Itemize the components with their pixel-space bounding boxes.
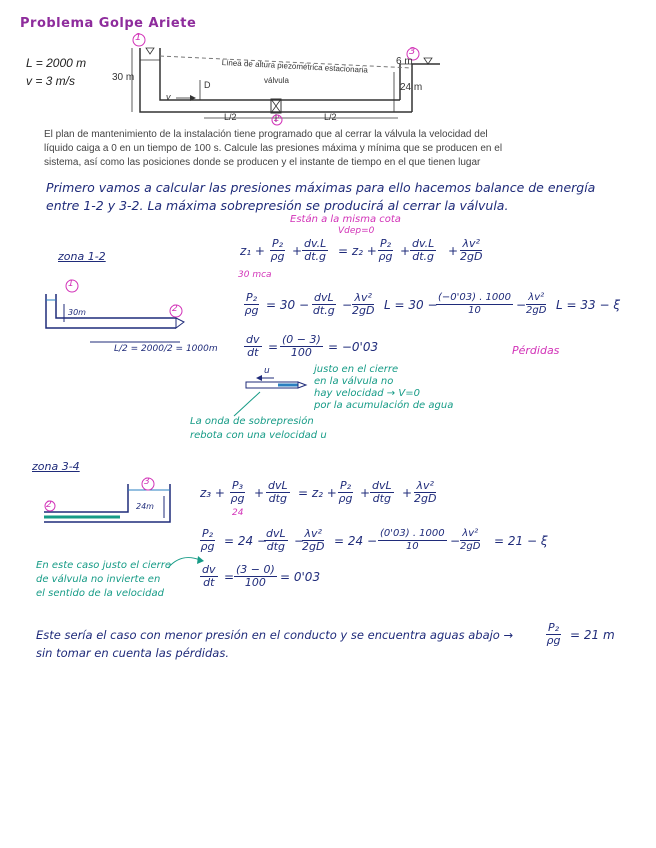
z2-eq1-equals: = z₂ + xyxy=(298,486,337,500)
note-closure-1: justo en el cierre xyxy=(314,364,399,375)
half-length-left: L/2 xyxy=(224,112,237,122)
z1-eq2-d: − xyxy=(516,298,527,312)
piezometric-line-label: Línea de altura piezométrica estacionaria xyxy=(221,58,369,75)
z1-eq1-pressure-fraction: $\frac{\text{P₂}}{\rho g}$ xyxy=(270,237,285,263)
note-30mca: 30 mca xyxy=(238,270,272,280)
z1-eq1-plus3: + xyxy=(448,244,459,258)
z2-eq1-under-24: 24 xyxy=(232,508,244,518)
z1-sketch-marker-2: 2 xyxy=(172,304,178,314)
velocity-label: v xyxy=(166,92,171,102)
height-right: 24 m xyxy=(400,82,423,93)
z2-sketch-marker-2: 2 xyxy=(46,500,52,510)
z2-eq2-friction2-fraction: $\frac{\text{λv²}}{2gD}$ xyxy=(460,528,481,552)
z2-eq2-inertia-fraction: dvL dtg xyxy=(266,527,286,553)
z1-eq1-z1: z₁ + xyxy=(240,244,265,258)
note-wave-1: La onda de sobrepresión xyxy=(190,416,314,427)
z1-eq1-equals: = z₂ + xyxy=(338,244,377,258)
z1-sketch-length: L/2 = 2000/2 = 1000m xyxy=(114,344,218,354)
z1-eq1-plus: + xyxy=(292,244,303,258)
intro-line-2: entre 1-2 y 3-2. La máxima sobrepresión se producirá al cerrar la válvula. xyxy=(46,198,509,213)
z1-eq3-derivative: $\frac{dv}{dt}$ xyxy=(246,333,260,359)
z2-eq2-a: = 24 − xyxy=(224,534,268,548)
note-vdep: Vdep=0 xyxy=(338,226,375,236)
z1-eq2-c: L = 30 − xyxy=(384,298,438,312)
note-losses-1: Pérdidas xyxy=(512,344,560,357)
note-wave-2: rebota con una velocidad u xyxy=(190,430,327,441)
conclusion-pressure-fraction: $\frac{\text{P₂}}{\rho g}$ xyxy=(546,621,561,647)
z2-eq2-pressure-fraction: $\frac{\text{P₂}}{\rho g}$ xyxy=(200,527,215,553)
z1-eq2-pressure-fraction: $\frac{\text{P₂}}{\rho g}$ xyxy=(244,291,259,317)
z1-eq1-inertia-fraction: $\frac{dv.L}{dt.g}$ xyxy=(304,237,327,263)
zone-1-title: zona 1-2 xyxy=(58,250,106,263)
z1-eq3-b: = −0'03 xyxy=(328,340,379,354)
z2-sketch-height: 24m xyxy=(136,502,154,511)
marker-3: 3 xyxy=(409,46,416,57)
z1-eq3-fraction: $\frac{(0 - 3)}{100}$ xyxy=(282,333,321,359)
z2-eq1-inertia2-fraction: dvL dtg xyxy=(372,479,392,505)
z2-eq2-numeric-fraction: $\frac{(0'03) . 1000}{10}$ xyxy=(380,528,445,552)
z2-eq1-pressure2-fraction: $\frac{\text{P₂}}{\rho g}$ xyxy=(338,479,353,505)
conclusion-line-2: sin tomar en cuenta las pérdidas. xyxy=(36,646,229,660)
z2-eq1-plus3: + xyxy=(402,486,413,500)
z1-eq2-friction-fraction: $\frac{\text{λv²}}{2gD}$ xyxy=(352,291,375,317)
note-closure-4: por la acumulación de agua xyxy=(314,400,454,411)
z1-eq2-a: = 30 − xyxy=(266,298,310,312)
z1-eq1-plus2: + xyxy=(400,244,411,258)
z2-eq2-b: − xyxy=(294,534,305,548)
given-length: L = 2000 m xyxy=(26,56,87,70)
z1-eq2-numeric-fraction: $\frac{(-0'03) . 1000}{10}$ xyxy=(438,292,512,316)
z2-eq3-derivative: $\frac{dv}{dt}$ xyxy=(202,563,216,589)
conclusion-line-1: Este sería el caso con menor presión en el conducto y se encuentra aguas abajo → xyxy=(36,628,514,642)
intro-line-1: Primero vamos a calcular las presiones máximas para ello hacemos balance de energía xyxy=(46,180,596,195)
z2-eq3-fraction: $\frac{(3 - 0)}{100}$ xyxy=(236,563,275,589)
half-length-right: L/2 xyxy=(324,112,337,122)
z1-eq1-pressure2-fraction: $\frac{\text{P₂}}{\rho g}$ xyxy=(378,237,393,263)
wave-speed-label: u xyxy=(264,366,270,376)
diameter-label: D xyxy=(204,80,211,90)
given-velocity: v = 3 m/s xyxy=(26,74,76,88)
z2-sketch-marker-3: 3 xyxy=(144,477,150,487)
height-left: 30 m xyxy=(112,72,135,83)
z2-eq2-d: − xyxy=(450,534,461,548)
z1-eq1-inertia2-fraction: $\frac{dv.L}{dt.g}$ xyxy=(412,237,435,263)
marker-1: 1 xyxy=(135,32,142,43)
z2-eq1-inertia-fraction: dvL dtg xyxy=(268,479,288,505)
note-case-2: de válvula no invierte en xyxy=(36,574,161,585)
z2-eq1-friction-fraction: $\frac{\text{λv²}}{2gD}$ xyxy=(414,479,437,505)
conclusion-result: = 21 m xyxy=(570,628,615,642)
note-closure-3: hay velocidad → V=0 xyxy=(314,388,420,399)
z2-eq1-plus: + xyxy=(254,486,265,500)
marker-2: 2 xyxy=(274,114,280,124)
note-closure-2: en la válvula no xyxy=(314,376,394,387)
note-case-1: En este caso justo el cierre xyxy=(36,560,172,571)
page-title: Problema Golpe Ariete xyxy=(20,16,197,31)
z2-eq3-a: = xyxy=(224,570,235,584)
z2-eq3-b: = 0'03 xyxy=(280,570,321,584)
z1-sketch-marker-1: 1 xyxy=(68,279,74,289)
problem-statement: El plan de mantenimiento de la instalación tiene programado que al cerrar la válvula la velocidad del líquido caiga a 0 en un tiempo de 100 s. Calcule las presiones máxima y mínima que se producen en el sistema, así como las posiciones donde se producen y el instante de tiempo en el que tienen lugar xyxy=(44,129,503,168)
z2-eq2-e: = 21 − ξ xyxy=(494,534,548,548)
note-same-height: Están a la misma cota xyxy=(290,214,401,225)
z1-eq2-e: L = 33 − ξ xyxy=(556,298,621,312)
z1-eq3-a: = xyxy=(268,340,279,354)
z2-eq1-pressure-fraction: $\frac{\text{P₃}}{\rho g}$ xyxy=(230,479,245,505)
z1-eq2-friction2-fraction: $\frac{\text{λv²}}{2gD}$ xyxy=(526,292,547,316)
z1-eq1-friction-fraction: $\frac{\text{λv²}}{2gD}$ xyxy=(460,237,483,263)
z1-eq2-b: − xyxy=(342,298,353,312)
note-case-3: el sentido de la velocidad xyxy=(36,588,164,599)
z2-eq2-friction-fraction: $\frac{\text{λv²}}{2gD}$ xyxy=(302,527,325,553)
z2-eq1-z: z₃ + xyxy=(200,486,225,500)
zone-2-title: zona 3-4 xyxy=(32,460,80,473)
height-top-right: 6 m xyxy=(396,56,413,67)
z1-sketch-height: 30m xyxy=(68,308,86,317)
valve-label: válvula xyxy=(264,76,289,85)
z1-eq2-inertia-fraction: dvL dt.g xyxy=(312,291,335,317)
z2-eq1-plus2: + xyxy=(360,486,371,500)
z2-eq2-c: = 24 − xyxy=(334,534,378,548)
